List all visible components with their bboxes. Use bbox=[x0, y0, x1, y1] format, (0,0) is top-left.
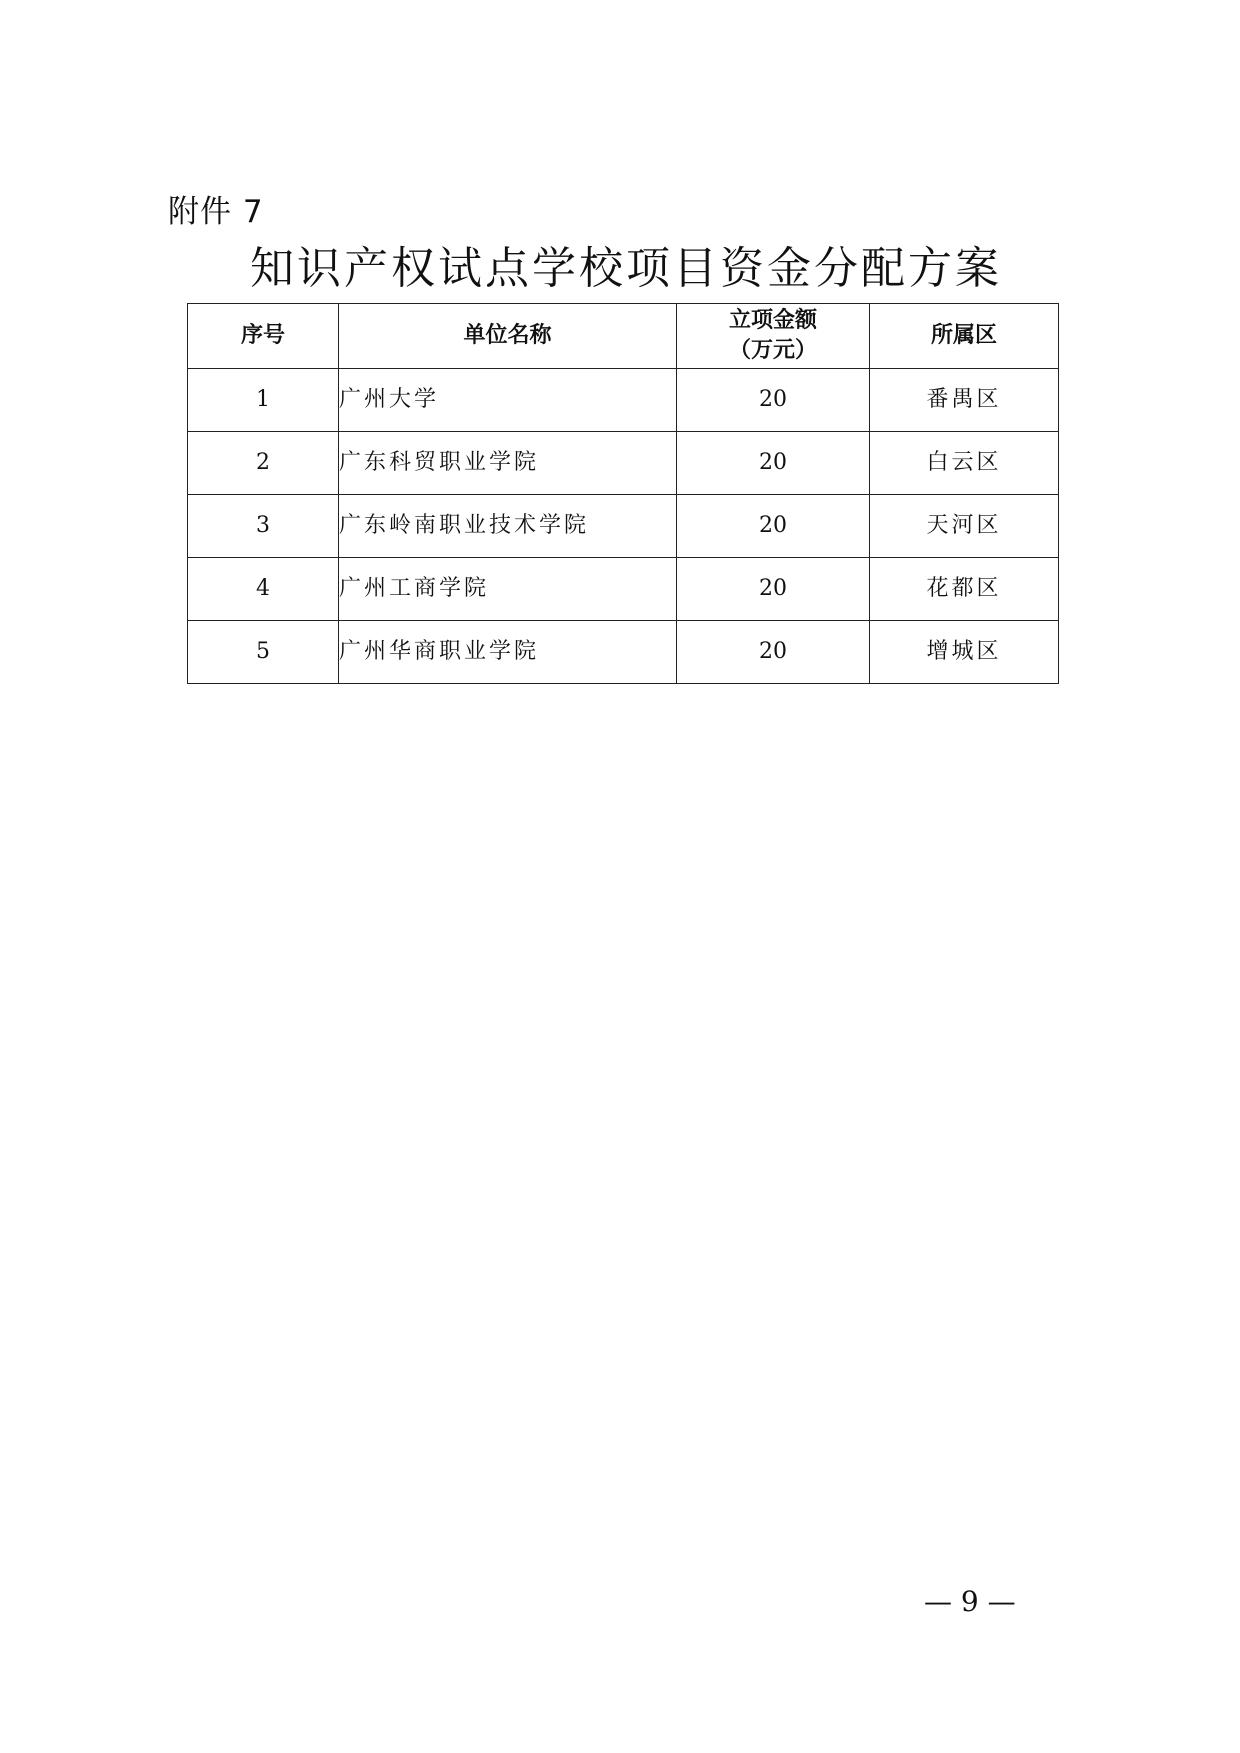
row-unit-name: 广州华商职业学院 bbox=[339, 621, 677, 684]
row-amount: 20 bbox=[677, 369, 870, 432]
page-number: — 9 — bbox=[924, 1585, 1016, 1618]
row-district: 增城区 bbox=[870, 621, 1059, 684]
row-index: 2 bbox=[188, 432, 339, 495]
header-unit-name: 单位名称 bbox=[339, 304, 677, 369]
table-row bbox=[188, 558, 1059, 621]
header-amount-line2: （万元） bbox=[728, 338, 817, 363]
row-unit-name: 广州工商学院 bbox=[339, 558, 677, 621]
row-district: 花都区 bbox=[870, 558, 1059, 621]
table-header-row bbox=[188, 304, 1059, 369]
table-row bbox=[188, 432, 1059, 495]
row-index: 5 bbox=[188, 621, 339, 684]
row-amount: 20 bbox=[677, 432, 870, 495]
table-row bbox=[188, 621, 1059, 684]
table-row bbox=[188, 495, 1059, 558]
header-amount bbox=[677, 304, 870, 369]
allocation-table bbox=[187, 303, 1059, 684]
header-amount-line1: 立项金额 bbox=[728, 308, 817, 333]
row-index: 1 bbox=[188, 369, 339, 432]
row-amount: 20 bbox=[677, 495, 870, 558]
header-district: 所属区 bbox=[870, 304, 1059, 369]
table-row bbox=[188, 369, 1059, 432]
row-district: 白云区 bbox=[870, 432, 1059, 495]
row-unit-name: 广州大学 bbox=[339, 369, 677, 432]
row-district: 番禺区 bbox=[870, 369, 1059, 432]
header-index: 序号 bbox=[188, 304, 339, 369]
row-unit-name: 广东科贸职业学院 bbox=[339, 432, 677, 495]
row-amount: 20 bbox=[677, 558, 870, 621]
attachment-label: 附件 7 bbox=[168, 194, 264, 230]
row-index: 4 bbox=[188, 558, 339, 621]
row-district: 天河区 bbox=[870, 495, 1059, 558]
row-amount: 20 bbox=[677, 621, 870, 684]
row-index: 3 bbox=[188, 495, 339, 558]
document-title: 知识产权试点学校项目资金分配方案 bbox=[250, 243, 1002, 294]
row-unit-name: 广东岭南职业技术学院 bbox=[339, 495, 677, 558]
